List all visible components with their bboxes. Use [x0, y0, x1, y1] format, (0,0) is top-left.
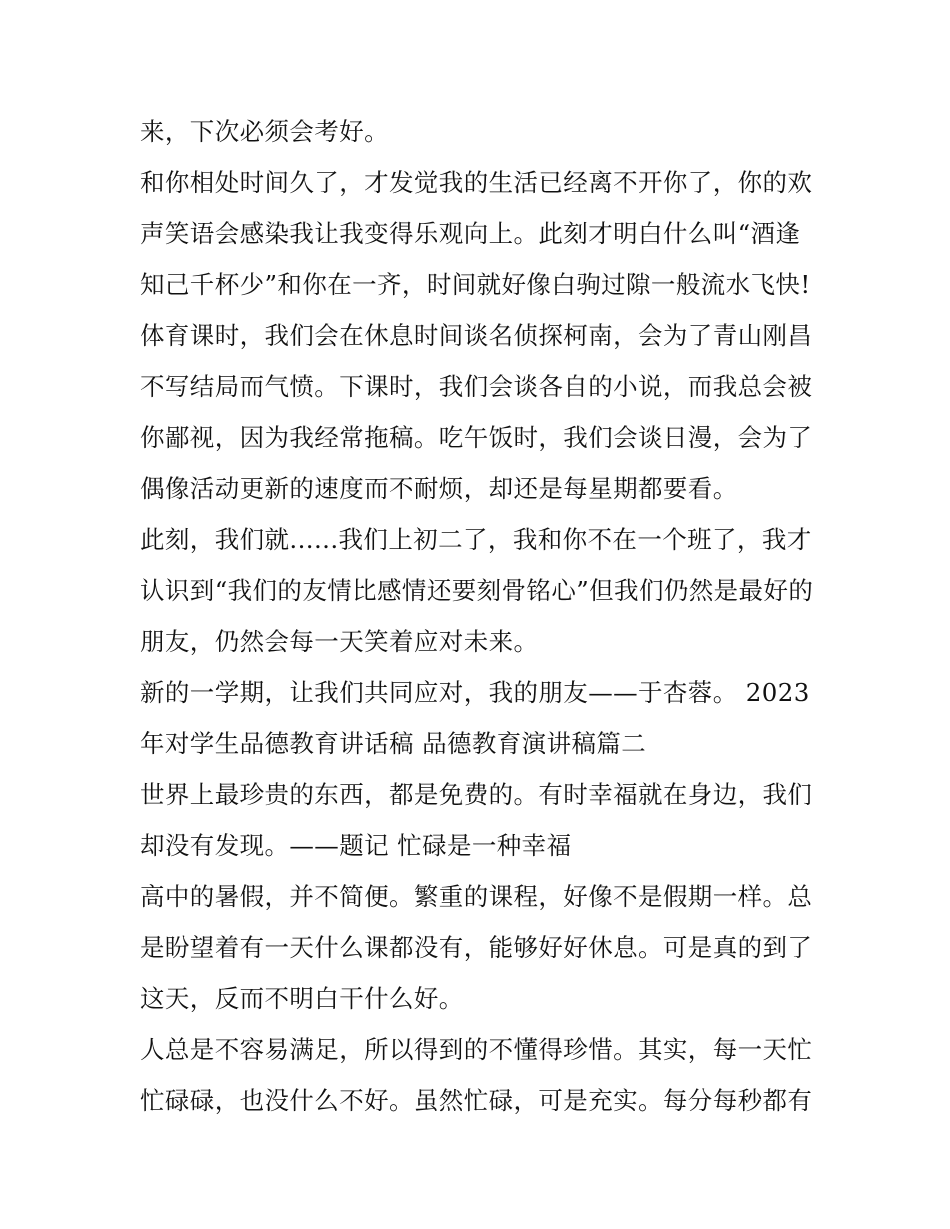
- text-line: 年对学生品德教育讲话稿 品德教育演讲稿篇二: [140, 729, 647, 758]
- text-line: 新的一学期，让我们共同应对，我的朋友——于杏蓉。 2023: [140, 678, 810, 707]
- text-line: 高中的暑假，并不简便。繁重的课程，好像不是假期一样。总: [140, 882, 813, 911]
- text-line: 声笑语会感染我让我变得乐观向上。此刻才明白什么叫“酒逢: [140, 219, 801, 248]
- text-line: 来，下次必须会考好。: [140, 117, 389, 146]
- text-line: 认识到“我们的友情比感情还要刻骨铭心”但我们仍然是最好的: [140, 576, 814, 605]
- text-line: 人总是不容易满足，所以得到的不懂得珍惜。其实，每一天忙: [140, 1035, 813, 1064]
- text-line: 此刻，我们就......我们上初二了，我和你不在一个班了，我才: [140, 525, 812, 554]
- text-line: 知己千杯少”和你在一齐，时间就好像白驹过隙一般流水飞快!: [140, 270, 811, 299]
- text-line: 朋友，仍然会每一天笑着应对未来。: [140, 627, 539, 656]
- text-line: 你鄙视，因为我经常拖稿。吃午饭时，我们会谈日漫，会为了: [140, 423, 813, 452]
- text-line: 体育课时，我们会在休息时间谈名侦探柯南，会为了青山刚昌: [140, 321, 813, 350]
- text-line: 是盼望着有一天什么课都没有，能够好好休息。可是真的到了: [140, 933, 813, 962]
- text-line: 和你相处时间久了，才发觉我的生活已经离不开你了，你的欢: [140, 168, 813, 197]
- text-line: 忙碌碌，也没什么不好。虽然忙碌，可是充实。每分每秒都有: [140, 1086, 813, 1115]
- text-line: 偶像活动更新的速度而不耐烦，却还是每星期都要看。: [140, 474, 738, 503]
- body-text: [140, 106, 830, 1126]
- text-line: 这天，反而不明白干什么好。: [140, 984, 464, 1013]
- text-line: 世界上最珍贵的东西，都是免费的。有时幸福就在身边，我们: [140, 780, 813, 809]
- text-line: 不写结局而气愤。下课时，我们会谈各自的小说，而我总会被: [140, 372, 813, 401]
- text-line: 却没有发现。——题记 忙碌是一种幸福: [140, 831, 572, 860]
